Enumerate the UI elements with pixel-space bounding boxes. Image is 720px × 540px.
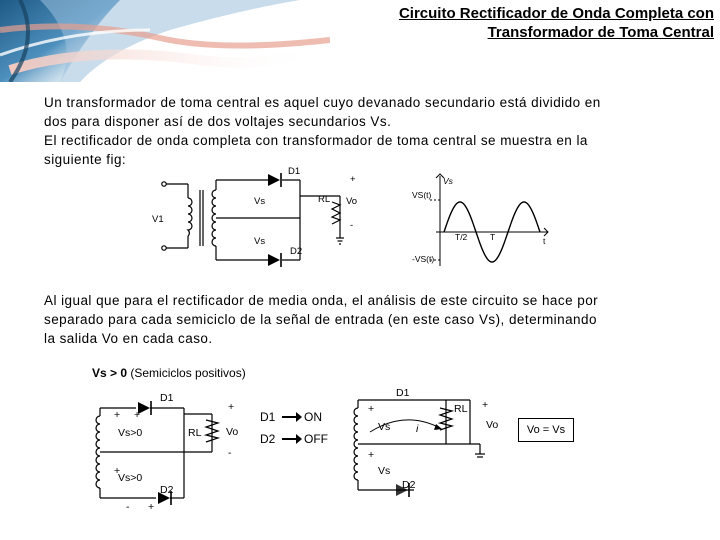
eq-vs-top-label: Vs: [378, 421, 391, 433]
d1-label: D1: [288, 166, 301, 177]
current-label: i: [416, 423, 419, 435]
arrow-right-icon: [282, 434, 302, 444]
svg-text:+: +: [114, 465, 121, 477]
intro-paragraph: [44, 93, 684, 169]
svg-text:+: +: [482, 399, 489, 411]
diode-states: [258, 406, 348, 448]
result-box: [518, 418, 574, 442]
pc-d2-label: D2: [160, 484, 174, 496]
vs-bottom-label: Vs: [254, 236, 266, 247]
svg-text:-: -: [228, 447, 232, 459]
arrow-right-icon: [282, 412, 302, 422]
svg-text:+: +: [228, 401, 235, 413]
rl-label: RL: [318, 194, 331, 205]
analysis-line: Al igual que para el rectificador de media onda, el análisis de este circuito se hace por: [44, 293, 599, 308]
plus-sign: +: [350, 174, 356, 185]
result-equation: Vo = Vs: [526, 424, 566, 436]
half-period-label: T/2: [455, 232, 468, 242]
positive-cycle-condition: Vs > 0: [92, 366, 128, 380]
d2-state: OFF: [304, 432, 328, 446]
analysis-paragraph: [44, 291, 684, 348]
eq-d1-label: D1: [396, 387, 410, 399]
svg-text:+: +: [134, 409, 141, 421]
positive-cycle-heading: [92, 366, 246, 380]
vs-gt0-bottom-label: Vs>0: [118, 472, 143, 484]
eq-vs-bottom-label: Vs: [378, 465, 391, 477]
eq-vo-label: Vo: [486, 419, 499, 431]
eq-rl-label: RL: [454, 403, 468, 415]
pc-rl-label: RL: [188, 427, 202, 439]
d1-state: ON: [304, 410, 322, 424]
d1-state-label: D1: [260, 410, 276, 424]
analysis-line: la salida Vo en cada caso.: [44, 331, 213, 346]
intro-line: dos para disponer así de dos voltajes secundarios Vs.: [44, 114, 392, 129]
v1-label: V1: [152, 214, 164, 225]
intro-line: siguiente fig:: [44, 152, 127, 167]
eq-d2-label: D2: [402, 479, 416, 491]
positive-cycle-equivalent-circuit: [350, 382, 500, 510]
period-label: T: [490, 232, 496, 242]
rectifier-circuit-diagram: [150, 162, 360, 274]
svg-text:+: +: [368, 403, 375, 415]
positive-cycle-circuit: [88, 386, 248, 518]
neg-vs-max-label: -VS(t): [412, 254, 435, 264]
pc-vo-label: Vo: [226, 426, 239, 438]
intro-line: Un transformador de toma central es aquel cuyo devanado secundario está dividido en: [44, 95, 601, 110]
analysis-line: separado para cada semiciclo de la señal de entrada (en este caso Vs), determinando: [44, 312, 597, 327]
vs-axis-label: Vs: [443, 176, 453, 186]
svg-text:-: -: [126, 501, 130, 513]
pc-d1-label: D1: [160, 392, 174, 404]
svg-text:+: +: [148, 501, 155, 513]
slide-title: Circuito Rectificador de Onda Completa con Transformador de Toma Central: [398, 5, 714, 41]
corner-decoration: [0, 0, 330, 82]
svg-text:+: +: [114, 409, 121, 421]
minus-sign: -: [350, 220, 354, 231]
d2-label: D2: [290, 246, 303, 257]
intro-line: El rectificador de onda completa con transformador de toma central se muestra en la: [44, 133, 588, 148]
t-axis-label: t: [543, 236, 546, 246]
vs-max-label: VS(t): [412, 190, 432, 200]
vs-waveform-graph: [412, 172, 562, 270]
vo-label: Vo: [346, 196, 358, 207]
d2-state-label: D2: [260, 432, 276, 446]
vs-top-label: Vs: [254, 196, 266, 207]
positive-cycle-description: (Semiciclos positivos): [127, 366, 246, 380]
vs-gt0-top-label: Vs>0: [118, 427, 143, 439]
svg-text:+: +: [368, 449, 375, 461]
